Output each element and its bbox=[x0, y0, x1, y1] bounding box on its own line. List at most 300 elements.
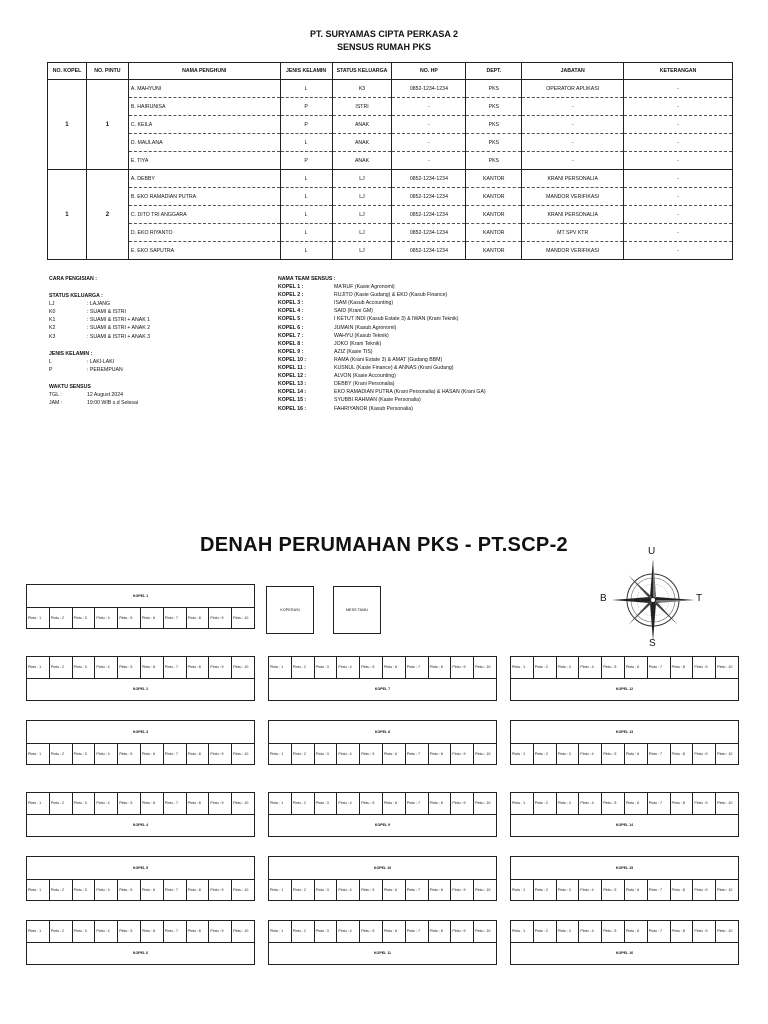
pintu-cell: Pintu : 3 bbox=[72, 657, 95, 678]
pintu-cell: Pintu : 10 bbox=[715, 657, 738, 678]
pintu-cell: Pintu : 9 bbox=[208, 880, 231, 901]
kopel-label: KOPEL 7 bbox=[374, 687, 391, 692]
cell-keterangan: - bbox=[624, 152, 733, 170]
team-member-value: JOKO (Krani Teknik) bbox=[334, 340, 382, 347]
cell-jabatan: OPERATOR APLIKASI bbox=[522, 80, 624, 98]
pintu-cell: Pintu : 2 bbox=[533, 744, 556, 765]
pintu-cell: Pintu : 2 bbox=[291, 880, 314, 901]
pintu-cell: Pintu : 1 bbox=[512, 887, 526, 892]
status-item-value: : SUAMI & ISTRI bbox=[87, 309, 126, 316]
kopel-block bbox=[268, 920, 497, 965]
document-header bbox=[0, 28, 768, 54]
pintu-cell: Pintu : 8 bbox=[186, 657, 209, 678]
pintu-cell: Pintu : 2 bbox=[49, 657, 72, 678]
pintu-cell: Pintu : 6 bbox=[624, 921, 647, 942]
cell-dept: KANTOR bbox=[466, 206, 522, 224]
pintu-cell: Pintu : 5 bbox=[359, 880, 382, 901]
pintu-cell: Pintu : 8 bbox=[670, 657, 693, 678]
cell-jenis-kelamin: L bbox=[280, 170, 332, 188]
pintu-cell: Pintu : 4 bbox=[94, 744, 117, 765]
pintu-cell: Pintu : 8 bbox=[670, 744, 693, 765]
pintu-cell: Pintu : 7 bbox=[163, 880, 186, 901]
pintu-cell: Pintu : 8 bbox=[186, 793, 209, 814]
kopel-label: KOPEL 1 bbox=[132, 593, 149, 598]
team-member bbox=[278, 332, 608, 340]
pintu-strip bbox=[27, 657, 254, 679]
time-item-value: 12 August 2024 bbox=[87, 392, 124, 399]
pintu-cell: Pintu : 7 bbox=[163, 608, 186, 629]
kopel-label: KOPEL 6 bbox=[132, 951, 149, 956]
col-no-pintu: NO. PINTU bbox=[86, 63, 128, 80]
time-item bbox=[49, 391, 269, 399]
company-title: PT. SURYAMAS CIPTA PERKASA 2 bbox=[309, 29, 459, 39]
pintu-cell: Pintu : 3 bbox=[556, 921, 579, 942]
kopel-label: KOPEL 16 bbox=[615, 951, 634, 956]
col-status-keluarga: STATUS KELUARGA bbox=[332, 63, 392, 80]
pintu-cell: Pintu : 7 bbox=[405, 657, 428, 678]
pintu-cell: Pintu : 4 bbox=[578, 744, 601, 765]
pintu-cell: Pintu : 3 bbox=[72, 880, 95, 901]
pintu-cell: Pintu : 3 bbox=[72, 744, 95, 765]
pintu-cell: Pintu : 8 bbox=[670, 880, 693, 901]
cell-keterangan: - bbox=[624, 116, 733, 134]
team-list bbox=[278, 283, 608, 413]
census-table bbox=[47, 62, 733, 260]
pintu-cell: Pintu : 1 bbox=[512, 801, 526, 806]
pintu-cell: Pintu : 3 bbox=[72, 921, 95, 942]
pintu-cell: Pintu : 7 bbox=[647, 880, 670, 901]
pintu-cell: Pintu : 1 bbox=[28, 665, 42, 670]
pintu-cell: Pintu : 1 bbox=[28, 801, 42, 806]
pintu-strip bbox=[27, 793, 254, 815]
team-member bbox=[278, 315, 608, 323]
pintu-strip bbox=[269, 921, 496, 943]
pintu-cell: Pintu : 3 bbox=[556, 880, 579, 901]
pintu-cell: Pintu : 2 bbox=[533, 793, 556, 814]
team-member-value: KUSNUL (Kasie Finance) & ANNAS (Krani Gudang) bbox=[334, 365, 454, 372]
kopel-block bbox=[26, 720, 255, 765]
pintu-cell: Pintu : 10 bbox=[231, 921, 254, 942]
time-item-value: 19:00 WIB s.d Selesai bbox=[87, 400, 139, 407]
team-member-key: KOPEL 15 : bbox=[278, 397, 307, 404]
team-member bbox=[278, 396, 608, 404]
cell-no-hp: - bbox=[392, 116, 466, 134]
pintu-cell: Pintu : 9 bbox=[692, 921, 715, 942]
pintu-cell: Pintu : 7 bbox=[405, 793, 428, 814]
pintu-cell: Pintu : 10 bbox=[473, 744, 496, 765]
pintu-cell: Pintu : 1 bbox=[28, 751, 42, 756]
cell-jenis-kelamin: L bbox=[280, 242, 332, 260]
pintu-cell: Pintu : 9 bbox=[692, 657, 715, 678]
team-member-key: KOPEL 2 : bbox=[278, 292, 304, 299]
pintu-cell: Pintu : 4 bbox=[94, 657, 117, 678]
pintu-cell: Pintu : 4 bbox=[578, 880, 601, 901]
time-item-key: TGL : bbox=[49, 392, 62, 399]
kopel-block bbox=[26, 656, 255, 701]
cell-dept: KANTOR bbox=[466, 242, 522, 260]
pintu-cell: Pintu : 3 bbox=[314, 921, 337, 942]
gender-title: JENIS KELAMIN : bbox=[49, 350, 93, 357]
cell-dept: PKS bbox=[466, 134, 522, 152]
cell-no-hp: - bbox=[392, 152, 466, 170]
pintu-cell: Pintu : 6 bbox=[140, 921, 163, 942]
gender-list bbox=[49, 358, 269, 374]
time-item bbox=[49, 399, 269, 407]
team-member bbox=[278, 356, 608, 364]
pintu-cell: Pintu : 1 bbox=[28, 929, 42, 934]
compass-east: T bbox=[696, 593, 703, 604]
pintu-cell: Pintu : 6 bbox=[140, 880, 163, 901]
koperasi-box: KOPERASI bbox=[266, 586, 314, 634]
pintu-cell: Pintu : 1 bbox=[270, 929, 284, 934]
pintu-cell: Pintu : 10 bbox=[231, 657, 254, 678]
table-row bbox=[48, 242, 733, 260]
cell-nama: D. MAULANA bbox=[128, 134, 280, 152]
pintu-cell: Pintu : 4 bbox=[94, 608, 117, 629]
pintu-cell: Pintu : 10 bbox=[231, 608, 254, 629]
team-member-key: KOPEL 1 : bbox=[278, 284, 304, 291]
status-item-key: K1 bbox=[49, 317, 56, 324]
pintu-cell: Pintu : 9 bbox=[450, 793, 473, 814]
cell-status-keluarga: LJ bbox=[332, 188, 392, 206]
table-row bbox=[48, 80, 733, 98]
gender-item bbox=[49, 358, 269, 366]
compass-west: B bbox=[600, 593, 607, 604]
cell-no-hp: 0852-1234-1234 bbox=[392, 80, 466, 98]
team-member bbox=[278, 364, 608, 372]
pintu-cell: Pintu : 9 bbox=[450, 657, 473, 678]
pintu-cell: Pintu : 9 bbox=[692, 744, 715, 765]
pintu-cell: Pintu : 2 bbox=[291, 744, 314, 765]
team-section bbox=[278, 275, 608, 413]
team-member-value: RAMA (Krani Estate 3) & AMAT (Gudang BBM) bbox=[334, 356, 443, 363]
pintu-strip bbox=[511, 921, 738, 943]
pintu-cell: Pintu : 9 bbox=[450, 880, 473, 901]
cell-no-hp: 0852-1234-1234 bbox=[392, 170, 466, 188]
team-member-value: ALVON (Kasie Accounting) bbox=[334, 373, 396, 380]
pintu-cell: Pintu : 4 bbox=[336, 744, 359, 765]
cell-no-pintu: 1 bbox=[86, 80, 128, 170]
instructions-title: CARA PENGISIAN : bbox=[49, 276, 97, 282]
team-member-value: SAID (Krani GM) bbox=[334, 308, 373, 315]
status-item-value: : SUAMI & ISTRI + ANAK 2 bbox=[87, 325, 150, 332]
pintu-cell: Pintu : 5 bbox=[601, 880, 624, 901]
status-item-value: : SUAMI & ISTRI + ANAK 1 bbox=[87, 317, 150, 324]
team-member-key: KOPEL 9 : bbox=[278, 348, 304, 355]
gender-item-value: : PEREMPUAN bbox=[87, 366, 123, 373]
pintu-cell: Pintu : 5 bbox=[359, 921, 382, 942]
cell-no-hp: 0852-1234-1234 bbox=[392, 188, 466, 206]
pintu-cell: Pintu : 7 bbox=[163, 657, 186, 678]
table-row bbox=[48, 188, 733, 206]
pintu-cell: Pintu : 1 bbox=[28, 615, 42, 620]
table-row bbox=[48, 170, 733, 188]
team-member bbox=[278, 348, 608, 356]
table-header-row bbox=[48, 63, 733, 80]
team-member-key: KOPEL 6 : bbox=[278, 324, 304, 331]
team-member-value: AZIZ (Kasie TIS) bbox=[334, 348, 373, 355]
team-member-key: KOPEL 4 : bbox=[278, 308, 304, 315]
team-member-key: KOPEL 11 : bbox=[278, 365, 306, 372]
col-keterangan: KETERANGAN bbox=[624, 63, 733, 80]
team-member bbox=[278, 405, 608, 413]
team-member bbox=[278, 372, 608, 380]
cell-jabatan: - bbox=[522, 98, 624, 116]
pintu-cell: Pintu : 4 bbox=[578, 793, 601, 814]
pintu-cell: Pintu : 6 bbox=[140, 793, 163, 814]
cell-dept: PKS bbox=[466, 80, 522, 98]
cell-status-keluarga: ANAK bbox=[332, 116, 392, 134]
kopel-label: KOPEL 11 bbox=[373, 951, 392, 956]
cell-keterangan: - bbox=[624, 98, 733, 116]
team-member bbox=[278, 299, 608, 307]
pintu-cell: Pintu : 3 bbox=[556, 744, 579, 765]
map-title: DENAH PERUMAHAN PKS - PT.SCP-2 bbox=[200, 534, 568, 556]
pintu-cell: Pintu : 8 bbox=[186, 744, 209, 765]
cell-no-hp: 0852-1234-1234 bbox=[392, 242, 466, 260]
pintu-cell: Pintu : 7 bbox=[163, 744, 186, 765]
cell-jenis-kelamin: L bbox=[280, 206, 332, 224]
team-member-value: RUJITO (Kasie Gudang) & EKO (Kasub Finance) bbox=[334, 292, 448, 299]
compass-rose bbox=[598, 545, 708, 655]
pintu-cell: Pintu : 1 bbox=[270, 801, 284, 806]
status-item-key: LJ bbox=[49, 301, 55, 308]
cell-jenis-kelamin: P bbox=[280, 152, 332, 170]
pintu-cell: Pintu : 8 bbox=[670, 793, 693, 814]
team-member-key: KOPEL 10 : bbox=[278, 356, 307, 363]
team-member-key: KOPEL 3 : bbox=[278, 300, 304, 307]
pintu-cell: Pintu : 2 bbox=[49, 608, 72, 629]
team-member-value: WAHYU (Kasub Teknik) bbox=[334, 332, 389, 339]
cell-jenis-kelamin: P bbox=[280, 116, 332, 134]
team-member-key: KOPEL 13 : bbox=[278, 381, 307, 388]
pintu-cell: Pintu : 10 bbox=[473, 921, 496, 942]
pintu-cell: Pintu : 10 bbox=[715, 793, 738, 814]
cell-jabatan: KRANI PERSONALIA bbox=[522, 170, 624, 188]
status-item-value: : SUAMI & ISTRI + ANAK 3 bbox=[87, 333, 150, 340]
kopel-block bbox=[268, 720, 497, 765]
table-row bbox=[48, 152, 733, 170]
pintu-strip bbox=[511, 879, 738, 901]
pintu-strip bbox=[511, 793, 738, 815]
status-list bbox=[49, 300, 269, 340]
pintu-cell: Pintu : 3 bbox=[314, 793, 337, 814]
cell-nama: C. DITO TRI ANGGARA bbox=[128, 206, 280, 224]
kopel-block bbox=[510, 856, 739, 901]
pintu-cell: Pintu : 9 bbox=[208, 921, 231, 942]
pintu-cell: Pintu : 10 bbox=[715, 921, 738, 942]
pintu-cell: Pintu : 5 bbox=[359, 657, 382, 678]
team-member-value: JUMAIN (Kasub Agronomi) bbox=[334, 324, 397, 331]
pintu-cell: Pintu : 1 bbox=[512, 665, 526, 670]
pintu-cell: Pintu : 4 bbox=[94, 921, 117, 942]
cell-jenis-kelamin: L bbox=[280, 80, 332, 98]
pintu-cell: Pintu : 6 bbox=[140, 608, 163, 629]
pintu-cell: Pintu : 6 bbox=[624, 744, 647, 765]
pintu-cell: Pintu : 7 bbox=[405, 744, 428, 765]
team-member-value: MA'RUF (Kasie Agronomi) bbox=[334, 284, 395, 291]
pintu-cell: Pintu : 4 bbox=[94, 793, 117, 814]
mess-tamu-box: MESS TAMU bbox=[333, 586, 381, 634]
pintu-cell: Pintu : 6 bbox=[382, 793, 405, 814]
table-row bbox=[48, 134, 733, 152]
pintu-cell: Pintu : 5 bbox=[117, 608, 140, 629]
kopel-block bbox=[26, 920, 255, 965]
pintu-cell: Pintu : 8 bbox=[428, 921, 451, 942]
pintu-cell: Pintu : 1 bbox=[512, 929, 526, 934]
kopel-block bbox=[510, 920, 739, 965]
gender-item-key: P bbox=[49, 366, 53, 373]
pintu-cell: Pintu : 10 bbox=[473, 657, 496, 678]
pintu-cell: Pintu : 5 bbox=[601, 744, 624, 765]
pintu-cell: Pintu : 8 bbox=[428, 880, 451, 901]
team-member-value: I KETUT INDI (Kasub Estate 3) & IWAN (Krani Teknik) bbox=[334, 316, 459, 323]
cell-nama: D. EKO RIYANTO bbox=[128, 224, 280, 242]
pintu-cell: Pintu : 5 bbox=[117, 657, 140, 678]
team-member bbox=[278, 324, 608, 332]
kopel-label: KOPEL 9 bbox=[374, 823, 391, 828]
pintu-cell: Pintu : 1 bbox=[270, 665, 284, 670]
cell-status-keluarga: LJ bbox=[332, 224, 392, 242]
cell-nama: A. MAHYUNI bbox=[128, 80, 280, 98]
pintu-cell: Pintu : 7 bbox=[647, 657, 670, 678]
cell-jabatan: - bbox=[522, 116, 624, 134]
pintu-cell: Pintu : 5 bbox=[601, 793, 624, 814]
cell-jabatan: - bbox=[522, 134, 624, 152]
pintu-cell: Pintu : 1 bbox=[512, 751, 526, 756]
kopel-label: KOPEL 5 bbox=[132, 865, 149, 870]
pintu-cell: Pintu : 8 bbox=[186, 880, 209, 901]
pintu-cell: Pintu : 10 bbox=[231, 880, 254, 901]
document-subtitle: SENSUS RUMAH PKS bbox=[336, 42, 431, 52]
pintu-strip bbox=[269, 793, 496, 815]
pintu-strip bbox=[27, 743, 254, 765]
kopel-block bbox=[26, 584, 255, 629]
kopel-block bbox=[26, 792, 255, 837]
cell-jabatan: MT SPV KTR bbox=[522, 224, 624, 242]
pintu-cell: Pintu : 7 bbox=[405, 921, 428, 942]
time-list bbox=[49, 391, 269, 407]
kopel-label: KOPEL 8 bbox=[374, 729, 391, 734]
cell-dept: KANTOR bbox=[466, 170, 522, 188]
pintu-cell: Pintu : 6 bbox=[382, 744, 405, 765]
pintu-cell: Pintu : 5 bbox=[117, 793, 140, 814]
pintu-cell: Pintu : 8 bbox=[428, 744, 451, 765]
cell-jenis-kelamin: P bbox=[280, 98, 332, 116]
pintu-cell: Pintu : 7 bbox=[647, 793, 670, 814]
cell-keterangan: - bbox=[624, 242, 733, 260]
team-member-key: KOPEL 16 : bbox=[278, 405, 307, 412]
team-member bbox=[278, 283, 608, 291]
pintu-strip bbox=[511, 743, 738, 765]
pintu-cell: Pintu : 1 bbox=[28, 887, 42, 892]
pintu-cell: Pintu : 2 bbox=[291, 793, 314, 814]
kopel-block bbox=[510, 792, 739, 837]
pintu-strip bbox=[27, 607, 254, 629]
cell-keterangan: - bbox=[624, 188, 733, 206]
pintu-cell: Pintu : 3 bbox=[314, 880, 337, 901]
census-body bbox=[48, 80, 733, 260]
pintu-strip bbox=[27, 879, 254, 901]
col-no-hp: NO. HP bbox=[392, 63, 466, 80]
cell-nama: E. TIYA bbox=[128, 152, 280, 170]
pintu-cell: Pintu : 9 bbox=[208, 744, 231, 765]
pintu-cell: Pintu : 4 bbox=[336, 657, 359, 678]
status-item bbox=[49, 333, 269, 341]
status-item bbox=[49, 316, 269, 324]
status-item-key: K2 bbox=[49, 325, 56, 332]
kopel-block bbox=[268, 792, 497, 837]
pintu-cell: Pintu : 10 bbox=[473, 880, 496, 901]
pintu-cell: Pintu : 3 bbox=[556, 793, 579, 814]
status-item-value: : LAJANG bbox=[87, 301, 111, 308]
pintu-cell: Pintu : 2 bbox=[533, 921, 556, 942]
pintu-cell: Pintu : 3 bbox=[314, 744, 337, 765]
col-jenis-kelamin: JENIS KELAMIN bbox=[280, 63, 332, 80]
cell-status-keluarga: LJ bbox=[332, 206, 392, 224]
pintu-cell: Pintu : 10 bbox=[715, 744, 738, 765]
pintu-cell: Pintu : 2 bbox=[291, 921, 314, 942]
pintu-cell: Pintu : 4 bbox=[336, 921, 359, 942]
kopel-block bbox=[268, 656, 497, 701]
cell-dept: PKS bbox=[466, 152, 522, 170]
kopel-block bbox=[510, 720, 739, 765]
kopel-label: KOPEL 15 bbox=[615, 865, 634, 870]
kopel-label: KOPEL 4 bbox=[132, 823, 149, 828]
pintu-cell: Pintu : 2 bbox=[533, 880, 556, 901]
cell-dept: KANTOR bbox=[466, 188, 522, 206]
pintu-cell: Pintu : 7 bbox=[163, 921, 186, 942]
pintu-cell: Pintu : 6 bbox=[382, 657, 405, 678]
status-item-key: K3 bbox=[49, 333, 56, 340]
team-member-value: DEBBY (Krani Personalia) bbox=[334, 381, 395, 388]
cell-dept: KANTOR bbox=[466, 224, 522, 242]
pintu-cell: Pintu : 7 bbox=[163, 793, 186, 814]
pintu-cell: Pintu : 9 bbox=[692, 880, 715, 901]
pintu-cell: Pintu : 3 bbox=[72, 608, 95, 629]
cell-status-keluarga: LJ bbox=[332, 170, 392, 188]
pintu-cell: Pintu : 6 bbox=[382, 880, 405, 901]
pintu-cell: Pintu : 5 bbox=[359, 744, 382, 765]
pintu-strip bbox=[269, 879, 496, 901]
kopel-label: KOPEL 10 bbox=[373, 865, 392, 870]
cell-no-hp: - bbox=[392, 98, 466, 116]
cell-jabatan: MANDOR VERIFIKASI bbox=[522, 188, 624, 206]
pintu-cell: Pintu : 9 bbox=[692, 793, 715, 814]
gender-item bbox=[49, 366, 269, 374]
cell-no-hp: - bbox=[392, 134, 466, 152]
team-member-key: KOPEL 14 : bbox=[278, 389, 307, 396]
status-item-key: K0 bbox=[49, 309, 56, 316]
team-member bbox=[278, 388, 608, 396]
cell-nama: B. HAIRUNISA bbox=[128, 98, 280, 116]
team-member-value: ISAM (Kasub Accounting) bbox=[334, 300, 394, 307]
pintu-cell: Pintu : 9 bbox=[208, 657, 231, 678]
team-member-key: KOPEL 7 : bbox=[278, 332, 304, 339]
pintu-cell: Pintu : 5 bbox=[117, 744, 140, 765]
pintu-cell: Pintu : 6 bbox=[140, 744, 163, 765]
team-member-key: KOPEL 5 : bbox=[278, 316, 304, 323]
pintu-cell: Pintu : 4 bbox=[578, 921, 601, 942]
pintu-cell: Pintu : 2 bbox=[49, 880, 72, 901]
pintu-cell: Pintu : 9 bbox=[208, 608, 231, 629]
time-title: WAKTU SENSUS bbox=[49, 383, 91, 390]
pintu-cell: Pintu : 4 bbox=[578, 657, 601, 678]
kopel-label: KOPEL 13 bbox=[615, 729, 634, 734]
cell-keterangan: - bbox=[624, 134, 733, 152]
team-member-value: SYUBBI RAHMAN (Kasie Personalia) bbox=[334, 397, 421, 404]
cell-keterangan: - bbox=[624, 224, 733, 242]
